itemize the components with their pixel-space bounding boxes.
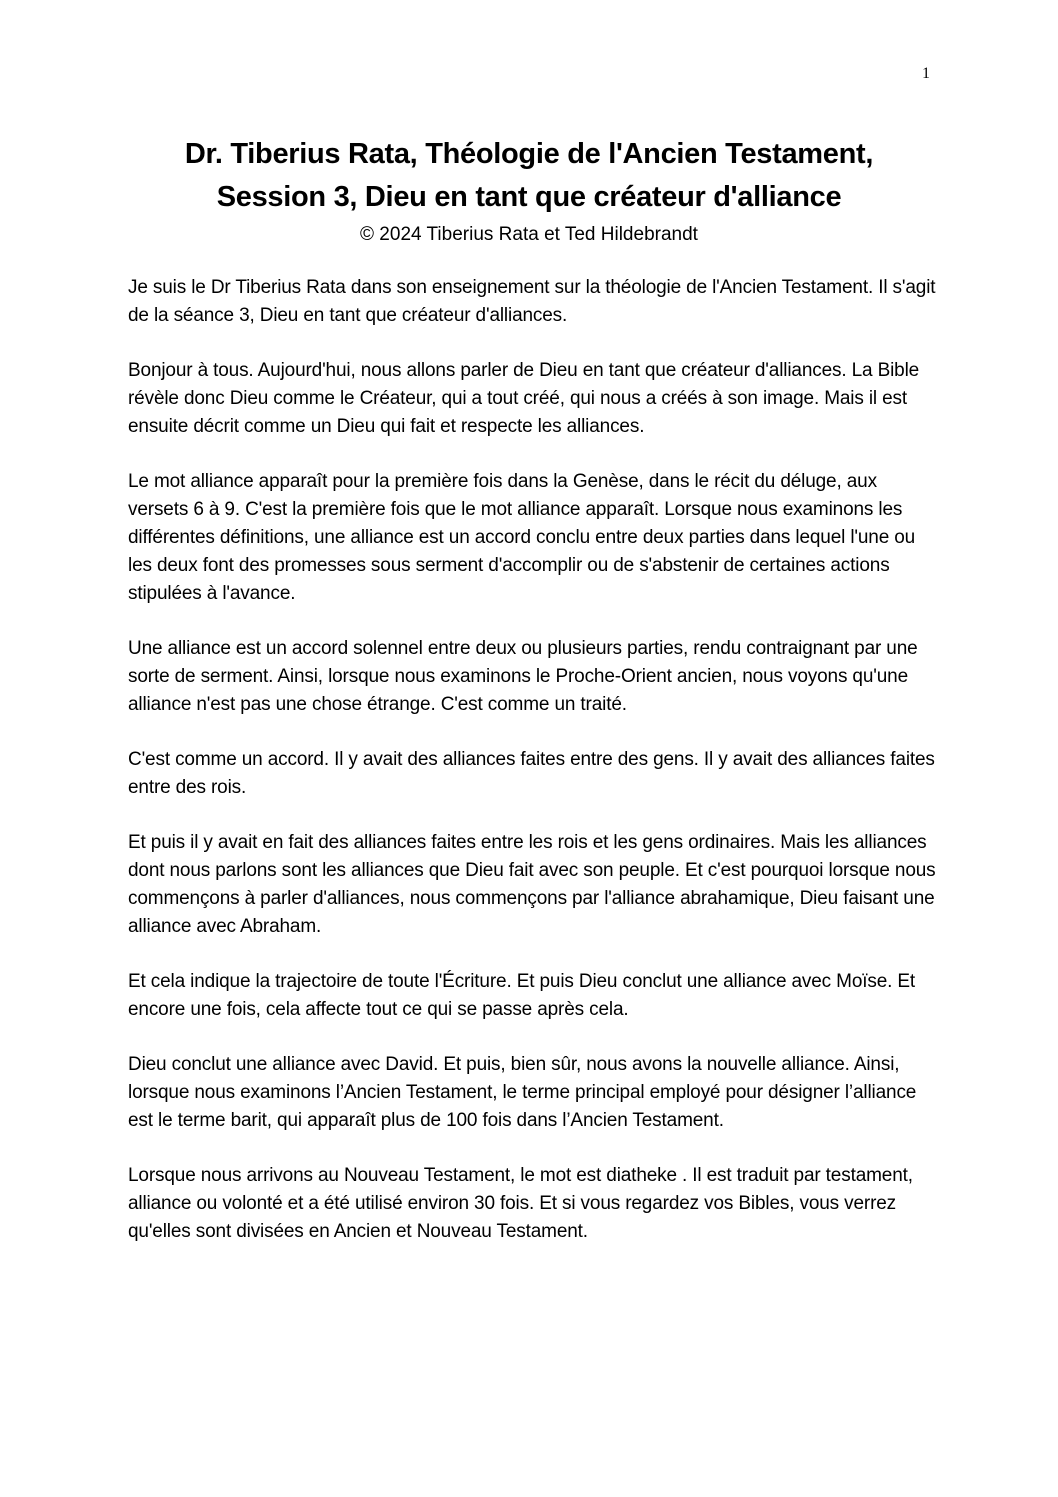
paragraph: Et puis il y avait en fait des alliances faites entre les rois et les gens ordinaires. Mais les alliances dont nous parlons sont les alliances que Dieu fait avec son peuple. Et c'est pourquoi lorsque nous commençons à parler d'alliances, nous commençons par l'alliance abrahamique, Dieu faisant une alliance avec Abraham.: [128, 832, 936, 937]
paragraph: Lorsque nous arrivons au Nouveau Testament, le mot est diatheke . Il est traduit par testament, alliance ou volonté et a été utilisé environ 30 fois. Et si vous regardez vos Bibles, vous verrez qu'elles sont divisées en Ancien et Nouveau Testament.: [128, 1165, 913, 1242]
paragraph: C'est comme un accord. Il y avait des alliances faites entre des gens. Il y avait des alliances faites entre des rois.: [128, 749, 935, 798]
paragraph: Une alliance est un accord solennel entre deux ou plusieurs parties, rendu contraignant par une sorte de serment. Ainsi, lorsque nous examinons le Proche-Orient ancien, nous voyons qu'une alliance n'est pas une chose étrange. C'est comme un traité.: [128, 638, 918, 715]
paragraph: Dieu conclut une alliance avec David. Et puis, bien sûr, nous avons la nouvelle alliance. Ainsi, lorsque nous examinons l’Ancien Testament, le terme principal employé pour désigner l’alliance est le terme barit, qui apparaît plus de 100 fois dans l’Ancien Testament.: [128, 1054, 917, 1131]
page-number: 1: [922, 65, 930, 82]
paragraph: Et cela indique la trajectoire de toute l'Écriture. Et puis Dieu conclut une alliance avec Moïse. Et encore une fois, cela affecte tout ce qui se passe après cela.: [128, 971, 916, 1020]
paragraph: Je suis le Dr Tiberius Rata dans son enseignement sur la théologie de l'Ancien Testament. Il s'agit de la séance 3, Dieu en tant que créateur d'alliances.: [128, 277, 936, 326]
copyright-notice: © 2024 Tiberius Rata et Ted Hildebrandt: [360, 224, 698, 245]
document-title: [70, 133, 988, 219]
title-line-2: Session 3, Dieu en tant que créateur d'alliance: [216, 181, 842, 213]
paragraph: Bonjour à tous. Aujourd'hui, nous allons parler de Dieu en tant que créateur d'alliances. La Bible révèle donc Dieu comme le Créateur, qui a tout créé, qui nous a créés à son image. Mais il est ensuite décrit comme un Dieu qui fait et respecte les alliances.: [128, 360, 920, 437]
document-body: [128, 274, 938, 1273]
paragraph: Le mot alliance apparaît pour la première fois dans la Genèse, dans le récit du déluge, aux versets 6 à 9. C'est la première fois que le mot alliance apparaît. Lorsque nous examinons les différentes définitions, une alliance est un accord conclu entre deux parties dans lequel l'une ou les deux font des promesses sous serment d'accomplir ou de s'abstenir de certaines actions stipulées à l'avance.: [128, 471, 916, 604]
title-line-1: Dr. Tiberius Rata, Théologie de l'Ancien Testament,: [184, 138, 874, 170]
